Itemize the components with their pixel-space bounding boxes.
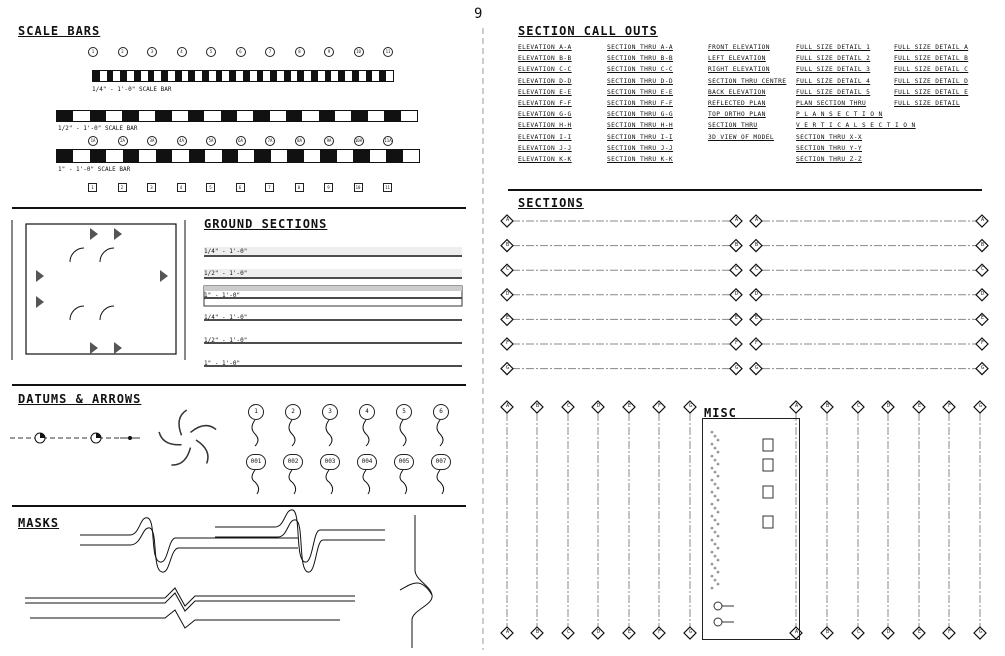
scale-number-circle: 1	[88, 47, 98, 57]
callout-link[interactable]: SECTION THRU CENTRE	[708, 77, 787, 85]
callout-link[interactable]: ELEVATION E-E	[518, 88, 572, 96]
section-tag[interactable]: A	[754, 217, 758, 223]
leader-line	[326, 420, 332, 446]
callout-link[interactable]: ELEVATION J-J	[518, 144, 572, 152]
ground-section-label-5: 1/2" - 1'-0"	[204, 337, 248, 344]
section-tag[interactable]: A	[734, 217, 738, 223]
scale-number-circle: 6	[236, 47, 246, 57]
section-tag[interactable]: F	[505, 340, 509, 346]
vertical-section-tag[interactable]: C	[566, 629, 570, 635]
scale-number-circle: 7	[265, 47, 275, 57]
section-tag[interactable]: E	[505, 315, 509, 322]
section-tag[interactable]: D	[734, 290, 738, 297]
ground-section-label-6: 1" - 1'-0"	[204, 360, 241, 367]
callout-link[interactable]: REFLECTED PLAN	[708, 100, 766, 107]
ground-section-label-3: 1" - 1'-0"	[204, 292, 241, 299]
scale-number-square: 4	[177, 183, 186, 192]
door-swing-icon	[70, 306, 84, 320]
rotation-arrow-icon	[196, 440, 208, 463]
vertical-section-tag[interactable]: B	[825, 629, 829, 635]
mask-break-line	[400, 583, 432, 595]
scale-bars-heading: SCALE BARS	[18, 24, 101, 38]
section-tag[interactable]: E	[754, 315, 758, 322]
rotation-arrow-icon	[171, 448, 190, 465]
vertical-section-tag[interactable]: E	[627, 403, 631, 409]
callout-link[interactable]: SECTION THRU F-F	[607, 100, 674, 107]
leader-line	[437, 420, 443, 446]
section-tag[interactable]: E	[734, 315, 738, 322]
arrow-icon	[36, 296, 44, 308]
vertical-section-tag[interactable]: E	[627, 629, 631, 635]
callout-link[interactable]: V E R T I C A L S E C T I O N	[796, 122, 916, 130]
callout-link[interactable]: ELEVATION D-D	[518, 77, 572, 85]
callout-link[interactable]: SECTION THRU Y-Y	[796, 144, 863, 152]
section-tag[interactable]: B	[980, 241, 984, 248]
section-tag[interactable]: C	[980, 266, 984, 273]
callout-link[interactable]: ELEVATION F-F	[518, 100, 572, 107]
scale-label-circle: 1A	[88, 136, 98, 146]
scale-label-circle: 7A	[265, 136, 275, 146]
callout-link[interactable]: FULL SIZE DETAIL A	[894, 44, 969, 51]
rotation-arrow-icon	[190, 426, 216, 433]
mask-break-line	[412, 515, 432, 648]
vertical-section-tag[interactable]: E	[917, 629, 921, 635]
vertical-section-tag[interactable]: A	[794, 403, 798, 409]
callout-link[interactable]: PLAN SECTION THRU	[796, 100, 867, 107]
scale-label-circle: 6A	[236, 136, 246, 146]
vertical-section-tag[interactable]: A	[505, 403, 509, 409]
callout-link[interactable]: SECTION THRU B-B	[607, 55, 674, 63]
vertical-section-tag[interactable]: B	[535, 629, 539, 635]
sections-heading: SECTIONS	[518, 196, 584, 210]
leader-line	[289, 420, 295, 446]
scale-label-circle: 2A	[118, 136, 128, 146]
section-tag[interactable]: D	[505, 290, 509, 297]
scale-number-circle: 11	[383, 47, 393, 57]
callout-link[interactable]: SECTION THRU C-C	[607, 66, 674, 74]
datum-marker-icon	[40, 433, 45, 438]
scale-label-circle: 9A	[324, 136, 334, 146]
scale-number-circle: 10	[354, 47, 364, 57]
ground-section-label-2: 1/2" - 1'-0"	[204, 270, 248, 277]
arrow-icon	[114, 228, 122, 240]
section-tag[interactable]: C	[734, 266, 738, 273]
scale-bar-half[interactable]	[56, 110, 418, 122]
scale-number-square: 2	[118, 183, 127, 192]
scale-number-square: 3	[147, 183, 156, 192]
arrow-icon	[90, 342, 98, 354]
door-swing-icon	[100, 306, 114, 320]
scale-number-circle: 8	[295, 47, 305, 57]
datum-tag[interactable]: 6	[433, 404, 449, 420]
section-tag[interactable]: C	[754, 266, 758, 273]
mask-break-line	[80, 518, 298, 562]
datum-tag[interactable]: 005	[394, 454, 414, 470]
ground-sections-heading: GROUND SECTIONS	[204, 217, 328, 231]
callout-link[interactable]: FULL SIZE DETAIL C	[894, 66, 969, 74]
leader-line	[363, 420, 369, 446]
callout-link[interactable]: FULL SIZE DETAIL 4	[796, 77, 871, 85]
datum-tag[interactable]: 001	[246, 454, 266, 470]
callout-link[interactable]: FULL SIZE DETAIL B	[894, 55, 969, 63]
leader-line	[289, 470, 296, 494]
vertical-section-tag[interactable]: C	[566, 403, 570, 409]
scale-number-square: 7	[265, 183, 274, 192]
vertical-section-tag[interactable]: F	[657, 629, 661, 635]
divider	[12, 505, 466, 507]
scale-number-square: 8	[295, 183, 304, 192]
mask-break-line	[80, 528, 298, 572]
scale-number-circle: 5	[206, 47, 216, 57]
vertical-section-tag[interactable]: D	[886, 403, 890, 409]
leader-line	[252, 420, 258, 446]
divider	[508, 189, 982, 191]
section-tag[interactable]: E	[980, 315, 984, 322]
scale-number-circle: 3	[147, 47, 157, 57]
datum-marker-icon	[96, 433, 101, 438]
callout-link[interactable]: FULL SIZE DETAIL D	[894, 77, 969, 85]
callout-link[interactable]: TOP ORTHO PLAN	[708, 111, 766, 119]
scale-bar-half-label: 1/2" - 1'-0" SCALE BAR	[58, 125, 138, 132]
scale-bar-quarter-label: 1/4" - 1'-0" SCALE BAR	[92, 86, 172, 93]
scale-label-circle: 3A	[147, 136, 157, 146]
callout-link[interactable]: LEFT ELEVATION	[708, 55, 766, 63]
leader-line	[400, 420, 406, 446]
scale-number-square: 9	[324, 183, 333, 192]
scale-bar-full-label: 1" - 1'-0" SCALE BAR	[58, 166, 131, 173]
datum-marker-icon	[128, 436, 132, 440]
scale-number-square: 1	[88, 183, 97, 192]
page-number: 9	[474, 6, 483, 22]
callout-link[interactable]: SECTION THRU A-A	[607, 44, 674, 51]
callout-link[interactable]: SECTION THRU E-E	[607, 88, 674, 96]
callout-link[interactable]: SECTION THRU H-H	[607, 122, 674, 130]
section-tag[interactable]: B	[754, 241, 758, 248]
callout-link[interactable]: SECTION THRU	[708, 122, 758, 130]
vertical-section-tag[interactable]: G	[688, 629, 692, 635]
vertical-section-tag[interactable]: B	[825, 403, 829, 409]
vertical-section-tag[interactable]: G	[688, 403, 692, 409]
mask-break-line	[215, 520, 385, 572]
callout-link[interactable]: ELEVATION A-A	[518, 44, 572, 51]
vertical-section-tag[interactable]: B	[535, 403, 539, 409]
callout-link[interactable]: FULL SIZE DETAIL E	[894, 88, 969, 96]
scale-bar-quarter[interactable]	[92, 70, 394, 82]
datum-tag[interactable]: 004	[357, 454, 377, 470]
scale-label-circle: 8A	[295, 136, 305, 146]
section-tag[interactable]: F	[980, 340, 984, 346]
datum-tag[interactable]: 003	[320, 454, 340, 470]
callout-link[interactable]: ELEVATION K-K	[518, 156, 572, 163]
rotation-arrow-icon	[159, 432, 181, 445]
datum-tag[interactable]: 002	[283, 454, 303, 470]
ground-section-label-4: 1/4" - 1'-0"	[204, 314, 248, 321]
plan-frame	[26, 224, 176, 354]
callout-link[interactable]: SECTION THRU G-G	[607, 111, 674, 119]
divider	[12, 207, 466, 209]
vertical-section-tag[interactable]: E	[917, 403, 921, 409]
arrow-icon	[36, 270, 44, 282]
leader-line	[252, 470, 259, 494]
section-callouts-heading: SECTION CALL OUTS	[518, 24, 658, 38]
callout-link[interactable]: ELEVATION G-G	[518, 111, 572, 119]
section-tag[interactable]: F	[754, 340, 758, 346]
door-swing-icon	[70, 248, 84, 262]
callout-link[interactable]: FULL SIZE DETAIL	[894, 100, 961, 107]
scale-label-circle: 4A	[177, 136, 187, 146]
vertical-section-tag[interactable]: D	[886, 629, 890, 635]
vertical-section-tag[interactable]: C	[856, 403, 860, 409]
scale-number-square: 10	[354, 183, 363, 192]
callout-link[interactable]: ELEVATION C-C	[518, 66, 572, 74]
scale-number-square: 5	[206, 183, 215, 192]
callout-link[interactable]: FULL SIZE DETAIL 5	[796, 88, 871, 96]
leader-line	[400, 470, 407, 494]
vertical-section-tag[interactable]: A	[505, 629, 509, 635]
datum-tag[interactable]: 5	[396, 404, 412, 420]
section-tag[interactable]: A	[505, 217, 509, 223]
callout-link[interactable]: FULL SIZE DETAIL 2	[796, 55, 871, 63]
vertical-section-tag[interactable]: D	[596, 629, 600, 635]
callout-link[interactable]: BACK ELEVATION	[708, 88, 766, 96]
scale-number-square: 11	[383, 183, 392, 192]
vertical-section-tag[interactable]: G	[978, 403, 982, 409]
arrow-icon	[160, 270, 168, 282]
leader-line	[326, 470, 333, 494]
section-tag[interactable]: D	[754, 290, 758, 297]
datums-arrows-heading: DATUMS & ARROWS	[18, 392, 142, 406]
ground-section-label-1: 1/4" - 1'-0"	[204, 248, 248, 255]
datum-tag[interactable]: 007	[431, 454, 451, 470]
mask-break-line	[30, 610, 340, 628]
callout-link[interactable]: SECTION THRU J-J	[607, 144, 674, 152]
callout-link[interactable]: SECTION THRU I-I	[607, 133, 674, 141]
callout-link[interactable]: FULL SIZE DETAIL 3	[796, 66, 871, 74]
vertical-section-tag[interactable]: F	[657, 403, 661, 409]
vertical-section-tag[interactable]: F	[947, 403, 951, 409]
callout-link[interactable]: 3D VIEW OF MODEL	[708, 133, 775, 141]
vertical-section-tag[interactable]: D	[596, 403, 600, 409]
arrow-icon	[114, 342, 122, 354]
scale-number-circle: 4	[177, 47, 187, 57]
scale-number-circle: 9	[324, 47, 334, 57]
vertical-section-tag[interactable]: G	[978, 629, 982, 635]
scale-bar-full[interactable]	[56, 149, 420, 163]
scale-number-circle: 2	[118, 47, 128, 57]
datum-tag[interactable]: 2	[285, 404, 301, 420]
datum-tag[interactable]: 4	[359, 404, 375, 420]
leader-line	[363, 470, 370, 494]
misc-panel	[702, 418, 800, 640]
arrow-icon	[90, 228, 98, 240]
callout-link[interactable]: SECTION THRU Z-Z	[796, 156, 863, 163]
scale-label-circle: 11A	[383, 136, 393, 146]
section-tag[interactable]: F	[734, 340, 738, 346]
section-tag[interactable]: B	[505, 241, 509, 248]
section-tag[interactable]: G	[505, 364, 509, 371]
callout-link[interactable]: RIGHT ELEVATION	[708, 66, 770, 74]
door-swing-icon	[100, 248, 114, 262]
vertical-section-tag[interactable]: F	[947, 629, 951, 635]
section-tag[interactable]: G	[754, 364, 758, 371]
scale-number-square: 6	[236, 183, 245, 192]
leader-line	[437, 470, 444, 494]
section-tag[interactable]: A	[980, 217, 984, 223]
rotation-arrow-icon	[179, 410, 187, 435]
scale-label-circle: 10A	[354, 136, 364, 146]
callout-link[interactable]: FULL SIZE DETAIL 1	[796, 44, 871, 51]
callout-link[interactable]: FRONT ELEVATION	[708, 44, 770, 51]
callout-link[interactable]: ELEVATION I-I	[518, 133, 572, 141]
scale-label-circle: 5A	[206, 136, 216, 146]
callout-link[interactable]: ELEVATION H-H	[518, 122, 572, 130]
section-tag[interactable]: D	[980, 290, 984, 297]
masks-heading: MASKS	[18, 516, 60, 530]
datum-tag[interactable]: 1	[248, 404, 264, 420]
divider	[12, 384, 466, 386]
section-tag[interactable]: C	[505, 266, 509, 273]
ground-hatch	[204, 286, 462, 291]
vertical-section-tag[interactable]: C	[856, 629, 860, 635]
section-tag[interactable]: G	[980, 364, 984, 371]
section-tag[interactable]: B	[734, 241, 738, 248]
callout-link[interactable]: P L A N S E C T I O N	[796, 111, 883, 119]
vertical-section-tag[interactable]: A	[794, 629, 798, 635]
datum-tag[interactable]: 3	[322, 404, 338, 420]
callout-link[interactable]: SECTION THRU D-D	[607, 77, 674, 85]
callout-link[interactable]: SECTION THRU K-K	[607, 156, 674, 163]
section-tag[interactable]: G	[734, 364, 738, 371]
misc-heading: MISC	[704, 406, 737, 420]
callout-link[interactable]: ELEVATION B-B	[518, 55, 572, 63]
callout-link[interactable]: SECTION THRU X-X	[796, 133, 863, 141]
